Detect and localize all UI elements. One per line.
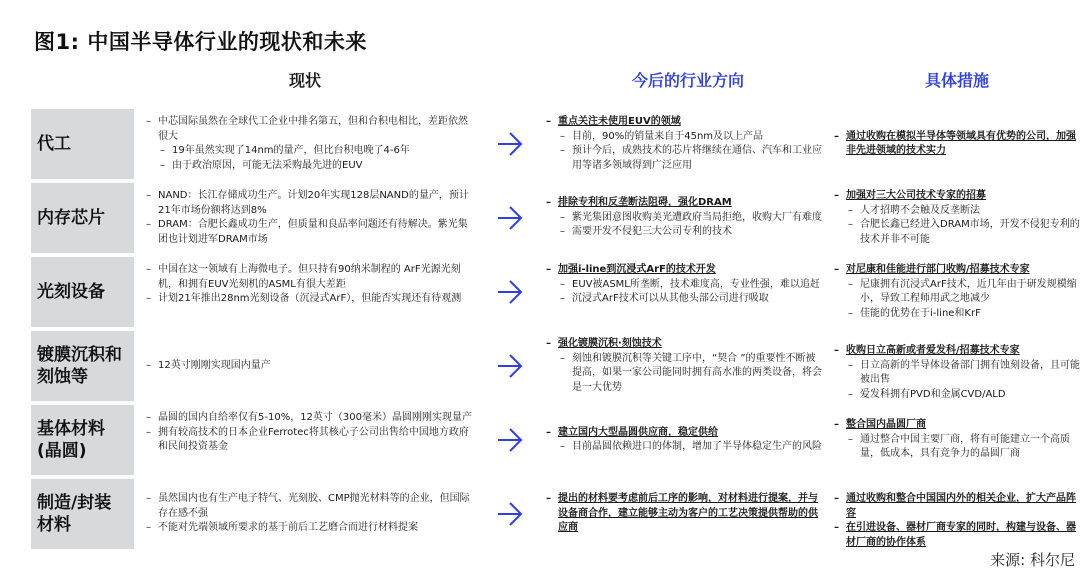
row-label-box	[31, 331, 134, 401]
bullet-item: – 拥有较高技术的日本企业Ferrotec将其核心子公司出售给中国地方政府和民间投资基金	[146, 426, 476, 455]
bullet-item: – 收购日立高新或者爱发科/招募技术专家	[834, 344, 1080, 359]
status-cell	[146, 411, 476, 455]
bullet-item: – 佳能的优势在于i-line和KrF	[834, 307, 1080, 322]
bullet-item: – 中国在这一领域有上海微电子。但只持有90纳米制程的 ArF光源光刻机，和拥有EUV光刻机的ASML有很大差距	[146, 263, 476, 292]
bullet-item: – 晶圆的国内自给率仅有5-10%，12英寸（300毫米）晶圆刚刚实现量产	[146, 411, 476, 426]
bullet-item: – 预计今后，成熟技术的芯片将继续在通信、汽车和工业应用等诸多领域得到广泛应用	[546, 144, 822, 173]
bullet-item: – 加强对三大公司技术专家的招募	[834, 189, 1080, 204]
direction-cell	[546, 426, 822, 455]
bullet-item: – 整合国内晶圆厂商	[834, 418, 1080, 433]
arrow-right-icon	[496, 352, 524, 380]
bullet-item: – 19年虽然实现了14nm的量产，但比台积电晚了4-6年	[146, 144, 476, 159]
source-note: 来源: 科尔尼	[990, 551, 1075, 569]
arrow-right-icon	[496, 130, 524, 158]
bullet-item: – 建立国内大型晶圆供应商，稳定供给	[546, 426, 822, 441]
bullet-item: – 中芯国际虽然在全球代工企业中排名第五，但和台积电相比，差距依然很大	[146, 115, 476, 144]
bullet-item: – 尼康拥有沉浸式ArF技术，近几年由于研发规模缩小，导致工程师用武之地减少	[834, 278, 1080, 307]
status-cell	[146, 115, 476, 173]
bullet-item: – 通过收购在模拟半导体等领域具有优势的公司，加强非先进领域的技术实力	[834, 130, 1080, 159]
bullet-item: – EUV被ASML所垄断，技术难度高，专业性强，难以追赶	[546, 278, 822, 293]
bullet-item: – 提出的材料要考虑前后工序的影响，对材料进行提案，并与设备商合作，建立能够主动为客户的工艺决策提供帮助的供应商	[546, 492, 822, 536]
header-status: 现状	[288, 71, 321, 90]
status-cell	[146, 263, 476, 307]
header-measures: 具体措施	[924, 71, 989, 90]
row-label: 代工	[37, 133, 71, 154]
bullet-item: – 对尼康和佳能进行部门收购/招募技术专家	[834, 263, 1080, 278]
direction-cell	[546, 196, 822, 240]
bullet-item: – 日立高新的半导体设备部门拥有蚀刻设备，且可能被出售	[834, 359, 1080, 388]
measures-cell	[834, 130, 1080, 159]
arrow-right-icon	[496, 500, 524, 528]
bullet-item: – 重点关注未使用EUV的领域	[546, 115, 822, 130]
row-label-box	[31, 109, 134, 179]
row-label: 基体材料(晶圆)	[37, 418, 105, 461]
arrow-right-icon	[496, 426, 524, 454]
bullet-item: – 在引进设备、器材厂商专家的同时，构建与设备、器材厂商的协作体系	[834, 521, 1080, 550]
bullet-item: – 通过整合中国主要厂商，将有可能建立一个高质量，低成本，具有竞争力的晶圆厂商	[834, 433, 1080, 462]
row-label-box	[31, 183, 134, 253]
bullet-item: – 12英寸刚刚实现国内量产	[146, 359, 476, 374]
bullet-item: – 通过收购和整合中国国内外的相关企业，扩大产品阵容	[834, 492, 1080, 521]
bullet-item: – 不能对先端领域所要求的基于前后工艺磨合而进行材料提案	[146, 521, 476, 536]
direction-cell	[546, 492, 822, 536]
measures-cell	[834, 344, 1080, 402]
arrow-right-icon	[496, 278, 524, 306]
bullet-item: – 爱发科拥有PVD和金属CVD/ALD	[834, 388, 1080, 403]
bullet-item: – 人才招聘不会触及反垄断法	[834, 204, 1080, 219]
bullet-item: – 合肥长鑫已经进入DRAM市场，开发不侵犯专利的技术并非不可能	[834, 218, 1080, 247]
direction-cell	[546, 263, 822, 307]
arrow-right-icon	[496, 204, 524, 232]
row-label: 镀膜沉积和刻蚀等	[37, 344, 122, 387]
measures-cell	[834, 418, 1080, 462]
bullet-item: – 计划21年推出28nm光刻设备（沉浸式ArF），但能否实现还有待观测	[146, 292, 476, 307]
bullet-item: – 沉浸式ArF技术可以从其他头部公司进行吸取	[546, 292, 822, 307]
bullet-item: – 强化镀膜沉积·刻蚀技术	[546, 337, 822, 352]
status-cell	[146, 492, 476, 536]
bullet-item: – 目前，90%的销量来自于45nm及以上产品	[546, 130, 822, 145]
bullet-item: – 排除专利和反垄断法阻碍，强化DRAM	[546, 196, 822, 211]
measures-cell	[834, 263, 1080, 321]
row-label-box	[31, 257, 134, 327]
status-cell	[146, 359, 476, 374]
bullet-item: – 加强i-line到沉浸式ArF的技术开发	[546, 263, 822, 278]
row-label: 制造/封装材料	[37, 492, 112, 535]
bullet-item: – DRAM：合肥长鑫成功生产，但质量和良品率问题还有待解决。紫光集团也计划进军DRAM市场	[146, 218, 476, 247]
bullet-item: – 由于政治原因，可能无法采购最先进的EUV	[146, 159, 476, 174]
row-label-box	[31, 405, 134, 475]
bullet-item: – 紫光集团意图收购美光遭政府当局拒绝，收购大厂有难度	[546, 211, 822, 226]
measures-cell	[834, 189, 1080, 247]
direction-cell	[546, 337, 822, 395]
header-direction: 今后的行业方向	[631, 71, 744, 90]
bullet-item: – 目前晶圆依赖进口的体制，增加了半导体稳定生产的风险	[546, 440, 822, 455]
bullet-item: – NAND：长江存储成功生产。计划20年实现128层NAND的量产，预计21年市场份额将达到8%	[146, 189, 476, 218]
status-cell	[146, 189, 476, 247]
row-label: 内存芯片	[37, 207, 105, 228]
bullet-item: – 虽然国内也有生产电子特气、光刻胶、CMP抛光材料等的企业，但国际存在感不强	[146, 492, 476, 521]
measures-cell	[834, 492, 1080, 550]
direction-cell	[546, 115, 822, 173]
figure-title: 图1: 中国半导体行业的现状和未来	[34, 30, 367, 54]
bullet-item: – 需要开发不侵犯三大公司专利的技术	[546, 225, 822, 240]
row-label: 光刻设备	[37, 281, 105, 302]
row-label-box	[31, 479, 134, 549]
bullet-item: – 刻蚀和镀膜沉积等关键工序中，“契合 ”的重要性不断被提高，如果一家公司能同时拥有高水准的两类设备，将会是一大优势	[546, 352, 822, 396]
